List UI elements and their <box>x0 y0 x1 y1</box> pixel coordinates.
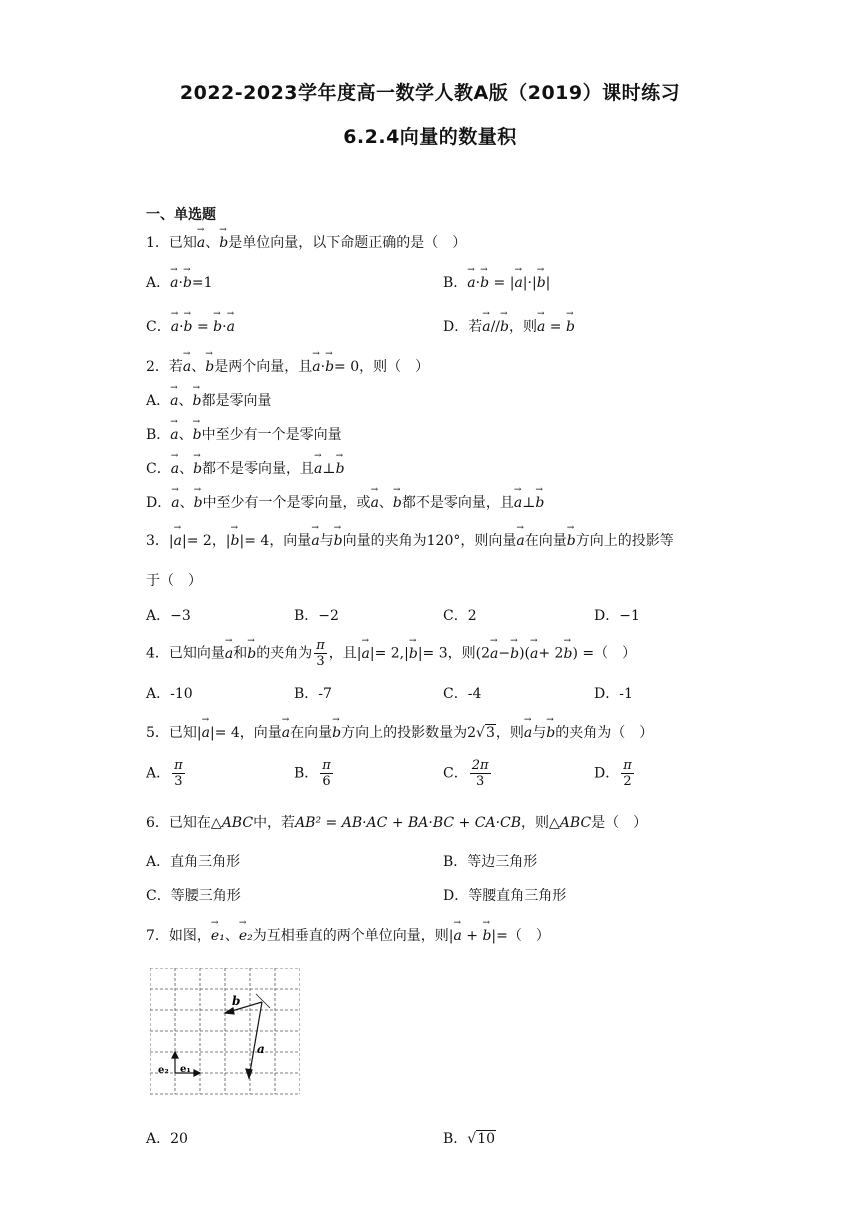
question-3-option-d[interactable]: D．−1 <box>594 608 640 624</box>
question-6-option-a[interactable]: A．直角三角形 <box>146 854 241 870</box>
question-1-stem: 1．已知→ a、→ b是单位向量，以下命题正确的是（ ） <box>146 232 466 252</box>
question-4-stem: 4．已知向量→ a和→ b的夹角为 $\frac{\pi}{3}$ ，且|→ a|= 2,|→ b|= 3，则(2→ a−→ b)(→ a+ 2→ b) =（ ） <box>146 638 636 669</box>
title-line-1: 2022-2023学年度高一数学人教A版（2019）课时练习 <box>179 82 681 104</box>
vector-grid-figure <box>150 968 300 1096</box>
question-1-option-b[interactable]: B．→ a·→ b = |→ a|·|→ b| <box>443 272 550 292</box>
question-3-stem: 3．|→ a|= 2，|→ b|= 4，向量→ a与→ b向量的夹角为120°，则向量→ a在向量→ b方向上的投影等 <box>146 530 674 550</box>
question-1-option-d[interactable]: D．若→ a//→ b，则→ a = → b <box>443 316 575 336</box>
question-7-option-a[interactable]: A．20 <box>146 1131 188 1147</box>
figure-label-a: a <box>257 1042 265 1056</box>
question-5-option-a[interactable]: A． $\frac{\pi}{3}$ <box>146 758 183 789</box>
title-line-2: 6.2.4向量的数量积 <box>343 126 517 148</box>
question-2-option-c[interactable]: C．→ a、→ b都不是零向量，且→ a⊥→ b <box>146 458 345 478</box>
question-4-option-c[interactable]: C．-4 <box>443 686 482 702</box>
question-7-stem: 7．如图，→ e₁、→ e₂为互相垂直的两个单位向量，则|→ a + → b|=（ ） <box>146 925 550 945</box>
question-2-stem: 2．若→ a、→ b是两个向量，且→ a·→ b= 0，则（ ） <box>146 356 429 376</box>
question-2-option-b[interactable]: B．→ a、→ b中至少有一个是零向量 <box>146 424 342 444</box>
figure-label-e1: e₁ <box>180 1064 191 1075</box>
question-1-option-a[interactable]: A．→ a·→ b=1 <box>146 272 213 292</box>
question-7-option-b[interactable]: B．√10 <box>443 1131 496 1147</box>
question-2-option-a[interactable]: A．→ a、→ b都是零向量 <box>146 390 271 410</box>
figure-label-e2: e₂ <box>158 1065 169 1076</box>
figure-label-b: b <box>232 994 241 1008</box>
question-3-option-b[interactable]: B．−2 <box>294 608 339 624</box>
question-4-option-d[interactable]: D．-1 <box>594 686 633 702</box>
question-6-option-c[interactable]: C．等腰三角形 <box>146 888 241 904</box>
question-3-option-c[interactable]: C．2 <box>443 608 477 624</box>
question-5-option-c[interactable]: C． $\frac{2\pi}{3}$ <box>443 758 489 789</box>
section-heading: 一、单选题 <box>146 207 216 223</box>
question-2-option-d[interactable]: D．→ a、→ b中至少有一个是零向量，或→ a、→ b都不是零向量，且→ a⊥→ b <box>146 492 544 512</box>
question-6-expression: AB² = AB·AC + BA·BC + CA·CB <box>295 815 522 831</box>
question-4-option-b[interactable]: B．-7 <box>294 686 332 702</box>
question-6-option-b[interactable]: B．等边三角形 <box>443 854 538 870</box>
vector-a-arrow <box>249 1002 262 1078</box>
question-6-stem: 6．已知在△ABC中，若AB² = AB·AC + BA·BC + CA·CB，则△ABC是（ ） <box>146 815 648 831</box>
question-5-option-b[interactable]: B． $\frac{\pi}{6}$ <box>294 758 331 789</box>
question-4-option-a[interactable]: A．-10 <box>146 686 193 702</box>
question-5-option-d[interactable]: D． $\frac{\pi}{2}$ <box>594 758 632 789</box>
question-6-option-d[interactable]: D．等腰直角三角形 <box>443 888 567 904</box>
question-5-stem: 5．已知|→ a|= 4，向量→ a在向量→ b方向上的投影数量为2√3，则→ a与→ b的夹角为（ ） <box>146 722 653 742</box>
question-1-option-c[interactable]: C．→ a·→ b = → b·→ a <box>146 316 235 336</box>
question-3-stem-line2: 于（ ） <box>146 573 202 589</box>
question-3-option-a[interactable]: A．−3 <box>146 608 191 624</box>
